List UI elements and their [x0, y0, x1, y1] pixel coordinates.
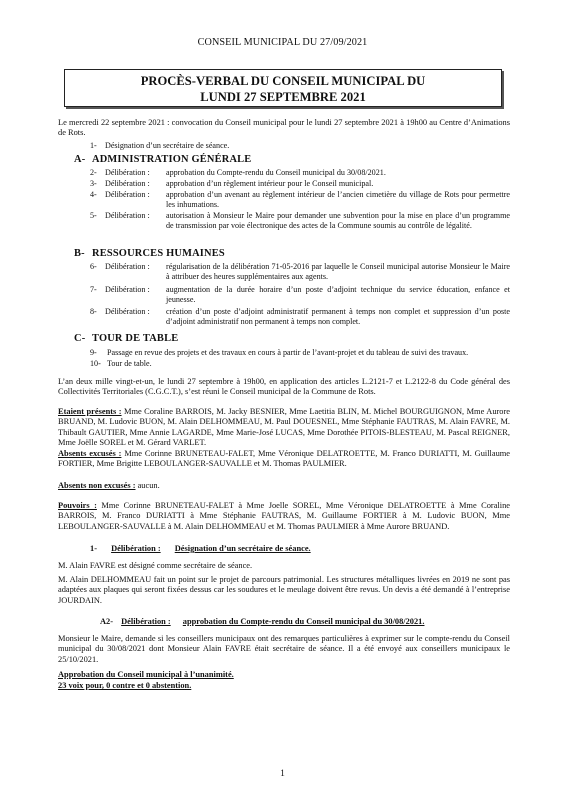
intro-paragraph: Le mercredi 22 septembre 2021 : convocation du Conseil municipal pour le lundi 27 septembre 2021 à 19h00 au Centre d’Animations de Rots. [58, 118, 510, 138]
item-text: autorisation à Monsieur le Maire pour demander une subvention pour la mise en place d’un programme de transmission par voie électronique des actes de la Commune soumis au contrôle de légalité. [166, 211, 510, 230]
deliberation-1-paragraph-1: M. Alain FAVRE est désigné comme secrétaire de séance. [58, 561, 253, 570]
section-a-heading [74, 154, 251, 165]
item-label: Délibération : [105, 179, 150, 188]
item-text: augmentation de la durée horaire d’un poste d’adjoint technique du service éducation, enfance et jeunesse. [166, 285, 510, 304]
agenda-item-9 [90, 348, 510, 358]
agenda-item-6 [90, 262, 510, 282]
section-letter: B- [74, 248, 85, 259]
item-number: 10- [90, 359, 101, 368]
approval-line-1: Approbation du Conseil municipal à l’unanimité. [58, 670, 234, 679]
item-text: approbation du Compte-rendu du Conseil municipal du 30/08/2021. [166, 168, 386, 177]
deliberation-number: 1- [90, 544, 97, 553]
section-letter: A- [74, 154, 86, 165]
approval-line-2: 23 voix pour, 0 contre et 0 abstention. [58, 681, 192, 690]
title-line-2: LUNDI 27 SEPTEMBRE 2021 [200, 90, 366, 104]
deliberation-number: A2- [100, 617, 114, 626]
item-label: Délibération : [105, 307, 150, 316]
item-label: Délibération : [105, 285, 150, 294]
section-title: ADMINISTRATION GÉNÉRALE [92, 154, 252, 165]
item-label: Délibération : [105, 190, 150, 199]
section-c-heading [74, 333, 178, 344]
agenda-item-3 [90, 179, 510, 189]
section-title: RESSOURCES HUMAINES [92, 248, 225, 259]
page-header: CONSEIL MUNICIPAL DU 27/09/2021 [197, 37, 368, 48]
excused-list: Mme Corinne BRUNETEAU-FALET, Mme Véronique DELATROETTE, M. Franco DURIATTI, M. Guillaume FORTIER, Mme Brigitte LEBOULANGER-SAUVALLE et M. Thomas PAULMIER. [58, 449, 511, 469]
section-title: TOUR DE TABLE [92, 333, 179, 344]
section-b-heading [74, 248, 225, 259]
item-number: 8- [90, 307, 97, 316]
item-number: 7- [90, 285, 97, 294]
item-text: approbation d’un règlement intérieur pour le Conseil municipal. [166, 179, 374, 188]
present-label: Etaient présents : [58, 407, 122, 416]
present-list: Mme Coraline BARROIS, M. Jacky BESNIER, Mme Laetitia BLIN, M. Michel BOURGUIGNON, Mme Aurore BRUAND, M. Ludovic BUON, M. Alain DELHOMMEAU, M. Paul DOUESNEL, Mme Stéphanie FAUTRAS, M. Alain FAVRE, M. Thibault GAUTIER, Mme Annie LAGARDE, Mme Marie-José LUCAS, Mme Dorothée PITOIS-BLESTEAU, M. Pascal REIGNER, Mme Joëlle SOREL et M. Gérard VARLET. [58, 407, 511, 448]
deliberation-label: Délibération : [111, 544, 161, 553]
deliberation-1-heading [90, 544, 510, 553]
item-number: 2- [90, 168, 97, 177]
deliberation-a2-heading [100, 617, 520, 626]
unexcused-text: aucun. [137, 481, 160, 490]
deliberation-a2-paragraph: Monsieur le Maire, demande si les conseillers municipaux ont des remarques particulières à exprimer sur le compte-rendu du Conseil municipal du 30/08/2021 dont Monsieur Alain FAVRE était secrétaire de séance. Il a été envoyé aux conseillers municipaux le 25/10/2021. [58, 634, 510, 664]
attendees-present [58, 407, 510, 449]
item-text: régularisation de la délibération 71-05-2016 par laquelle le Conseil municipal autorise Monsieur le Maire à attribuer des heures supplémentaires aux agents. [166, 262, 510, 281]
item-label: Délibération : [105, 262, 150, 271]
item-number: 1- [90, 141, 97, 150]
deliberation-title: approbation du Compte-rendu du Conseil municipal du 30/08/2021. [182, 617, 425, 626]
agenda-item-4 [90, 190, 510, 210]
agenda-item-5 [90, 211, 510, 241]
item-number: 9- [90, 348, 97, 357]
deliberation-label: Délibération : [121, 617, 171, 626]
opening-paragraph: L’an deux mille vingt-et-un, le lundi 27 septembre à 19h00, en application des articles L.2121-7 et L.2122-8 du Code général des Collectivités Territoriales (C.G.C.T.), s’est réuni le Conseil municipal de la Commune de Rots. [58, 377, 510, 397]
item-number: 4- [90, 190, 97, 199]
deliberation-title: Désignation d’un secrétaire de séance. [174, 544, 311, 553]
section-letter: C- [74, 333, 86, 344]
item-label: Délibération : [105, 211, 150, 220]
item-text: Désignation d’un secrétaire de séance. [105, 141, 230, 150]
proxies-text: Mme Corinne BRUNETEAU-FALET à Mme Joelle SOREL, Mme Véronique DELATROETTE à Mme Coraline BARROIS, M. Franco DURIATTI à Mme Stéphanie FAUTRAS, M. Guillaume FORTIER à M. Ludovic BUON, Mme LEBOULANGER-SAUVALLE à M. Alain DELHOMMEAU et M. Thomas PAULMIER à Mme Aurore BRUAND. [58, 501, 510, 531]
proxies-label: Pouvoirs : [58, 501, 97, 510]
attendees-unexcused [58, 481, 510, 491]
item-number: 3- [90, 179, 97, 188]
deliberation-1-paragraph-2: M. Alain DELHOMMEAU fait un point sur le projet de parcours patrimonial. Les structures métalliques livrées en 2019 ne sont pas adaptées aux plaques qui seront fixées dessus car les soudures et le meulage doivent être revus. Un devis a été demandé à l’entreprise JOURDAIN. [58, 575, 510, 605]
excused-label: Absents excusés : [58, 449, 122, 458]
item-text: approbation d’un avenant au règlement intérieur de l’ancien cimetière du village de Rots pour permettre les inhumations. [166, 190, 510, 209]
unexcused-label: Absents non excusés : [58, 481, 136, 490]
proxies [58, 501, 510, 532]
item-number: 6- [90, 262, 97, 271]
agenda-item-7 [90, 285, 510, 305]
item-text: Tour de table. [107, 359, 152, 368]
agenda-item-10 [90, 359, 510, 369]
item-number: 5- [90, 211, 97, 220]
item-label: Délibération : [105, 168, 150, 177]
agenda-item-2 [90, 168, 510, 178]
agenda-item-8 [90, 307, 510, 327]
title-line-1: PROCÈS-VERBAL DU CONSEIL MUNICIPAL DU [140, 74, 426, 88]
document-title [64, 69, 502, 107]
item-text: création d’un poste d’adjoint administratif permanent à temps non complet et suppression d’un poste d’adjoint administratif non permanent à temps non complet. [166, 307, 510, 326]
attendees-excused [58, 449, 510, 470]
page-number: 1 [280, 769, 285, 779]
item-text: Passage en revue des projets et des travaux en cours à partir de l’avant-projet et du tableau de suivi des travaux. [107, 348, 469, 357]
